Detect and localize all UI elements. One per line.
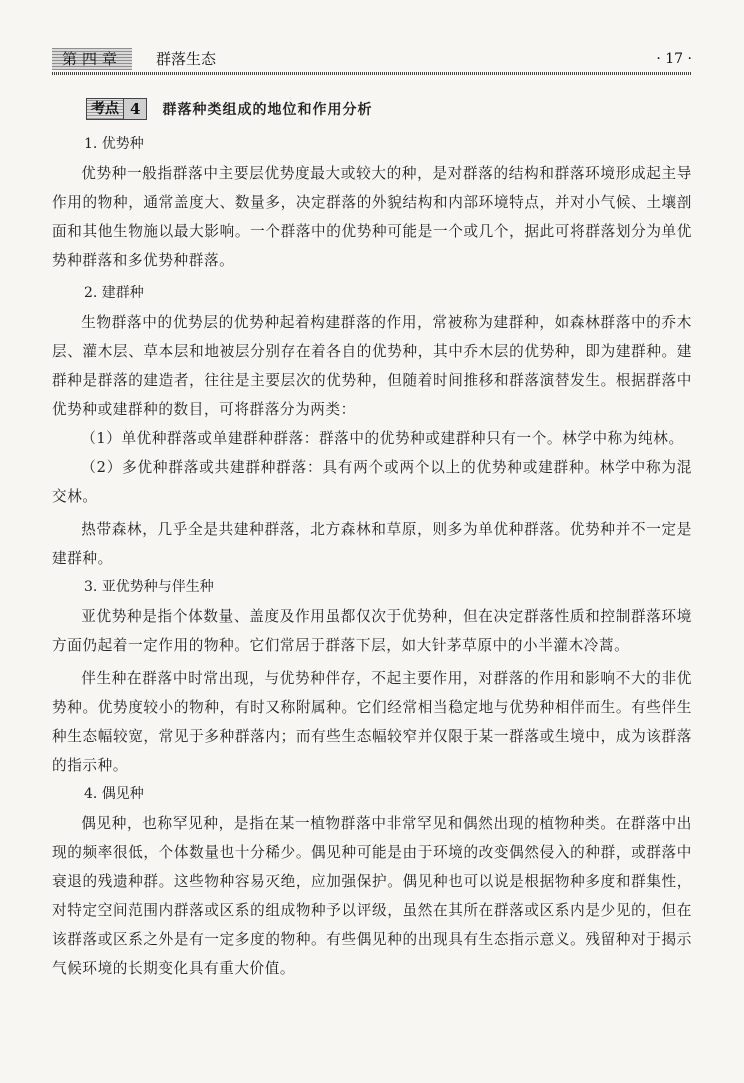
paragraph: 生物群落中的优势层的优势种起着构建群落的作用，常被称为建群种，如森林群落中的乔木层、灌木层、草本层和地被层分别存在着各自的优势种，其中乔木层的优势种，即为建群种。建群种是群落的建造者，往往是主要层次的优势种，但随着时间推移和群落演替发生。根据群落中优势种或建群种的数目，可将群落分为两类： xyxy=(52,314,692,418)
kaodian-number: 4 xyxy=(124,98,147,120)
running-header xyxy=(52,44,692,74)
paragraph: 优势种一般指群落中主要层优势度最大或较大的种，是对群落的结构和群落环境形成起主导作用的物种，通常盖度大、数量多，决定群落的外貌结构和内部环境特点，并对小气候、土壤剖面和其他生物施以最大影响。一个群落中的优势种可能是一个或几个，据此可将群落划分为单优势种群落和多优势种群落。 xyxy=(52,165,692,269)
section-heading xyxy=(86,98,373,120)
subheading-occasional-species: 4. 偶见种 xyxy=(84,786,144,802)
paragraph: 热带森林，几乎全是共建种群落，北方森林和草原，则多为单优种群落。优势种并不一定是建群种。 xyxy=(52,521,692,567)
paragraph: （1）单优种群落或单建群种群落：群落中的优势种或建群种只有一个。林学中称为纯林。 xyxy=(81,430,684,447)
page-number: · 17 · xyxy=(656,51,692,67)
body-text xyxy=(52,130,692,983)
chapter-title: 群落生态 xyxy=(156,50,217,68)
paragraph: （2）多优种群落或共建群种群落：具有两个或两个以上的优势种或建群种。林学中称为混交林。 xyxy=(52,459,692,505)
paragraph: 亚优势种是指个体数量、盖度及作用虽都仅次于优势种，但在决定群落性质和控制群落环境方面仍起着一定作用的物种。它们常居于群落下层，如大针茅草原中的小半灌木冷蒿。 xyxy=(52,608,692,654)
subheading-subdominant-species: 3. 亚优势种与伴生种 xyxy=(84,579,214,595)
subheading-dominant-species: 1. 优势种 xyxy=(84,136,144,152)
header-rule xyxy=(52,72,692,75)
section-title: 群落种类组成的地位和作用分析 xyxy=(162,102,373,118)
paragraph: 伴生种在群落中时常出现，与优势种伴存，不起主要作用，对群落的作用和影响不大的非优势种。优势度较小的物种，有时又称附属种。它们经常相当稳定地与优势种相伴而生。有些伴生种生态幅较宽，常见于多种群落内；而有些生态幅较窄并仅限于某一群落或生境中，成为该群落的指示种。 xyxy=(52,670,692,774)
chapter-label: 第四章 xyxy=(52,48,132,70)
subheading-constructive-species: 2. 建群种 xyxy=(84,285,144,301)
paragraph: 偶见种，也称罕见种，是指在某一植物群落中非常罕见和偶然出现的植物种类。在群落中出现的频率很低，个体数量也十分稀少。偶见种可能是由于环境的改变偶然侵入的种群，或群落中衰退的残遗种群。这些物种容易灭绝，应加强保护。偶见种也可以说是根据物种多度和群集性，对特定空间范围内群落或区系的组成物种予以评级，虽然在其所在群落或区系内是少见的，但在该群落或区系之外是有一定多度的物种。有些偶见种的出现具有生态指示意义。残留种对于揭示气候环境的长期变化具有重大价值。 xyxy=(52,815,692,977)
kaodian-label: 考点 xyxy=(86,98,124,120)
